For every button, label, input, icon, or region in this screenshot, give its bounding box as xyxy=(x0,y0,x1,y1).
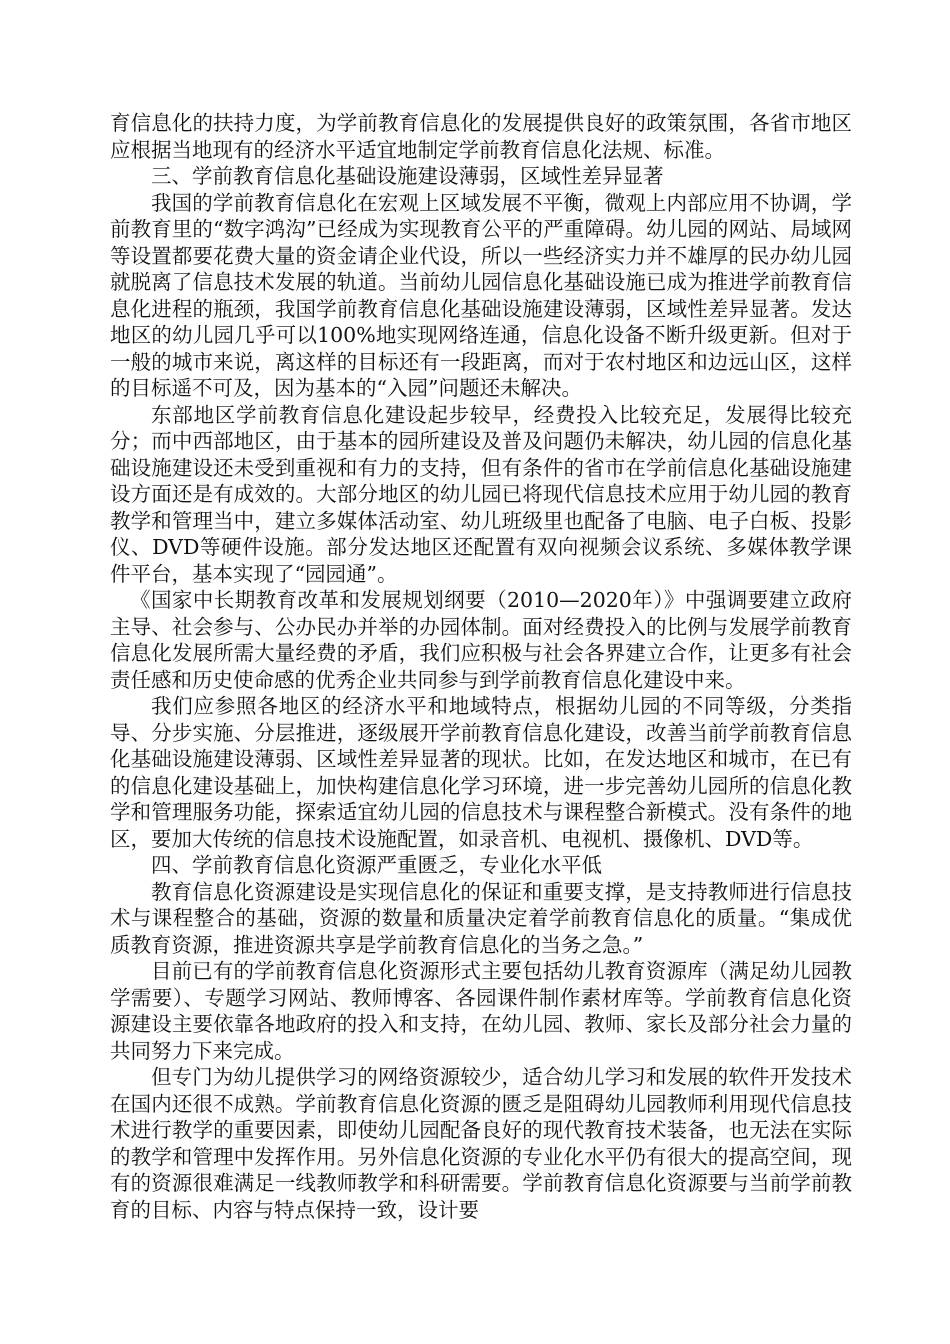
section-heading-4: 四、学前教育信息化资源严重匮乏，专业化水平低 xyxy=(151,853,602,877)
paragraph-continuation: 育信息化的扶持力度，为学前教育信息化的发展提供良好的政策氛围，各省市地区应根据当地现有的经济水平适宜地制定学前教育信息化法规、标准。 xyxy=(110,111,852,162)
paragraph-national-plan: 《国家中长期教育改革和发展规划纲要（2010—2020年）》中强调要建立政府主导、社会参与、公办民办并举的办园体制。面对经费投入的比例与发展学前教育信息化发展所需大量经费的矛盾，我们应积极与社会各界建立合作，让更多有社会责任感和历史使命感的优秀企业共同参与到学前教育信息化建设中来。 xyxy=(110,588,852,692)
paragraph-regional-guidance: 我们应参照各地区的经济水平和地域特点，根据幼儿园的不同等级，分类指导、分步实施、分层推进，逐级展开学前教育信息化建设，改善当前学前教育信息化基础设施建设薄弱、区域性差异显著的现状。比如，在发达地区和城市，在已有的信息化建设基础上，加快构建信息化学习环境，进一步完善幼儿园所的信息化教学和管理服务功能，探索适宜幼儿园的信息技术与课程整合新模式。没有条件的地区，要加大传统的信息技术设施配置，如录音机、电视机、摄像机、DVD等。 xyxy=(110,694,852,851)
section-heading-3: 三、学前教育信息化基础设施建设薄弱，区域性差异显著 xyxy=(151,164,664,188)
paragraph-east-west: 东部地区学前教育信息化建设起步较早，经费投入比较充足，发展得比较充分；而中西部地区，由于基本的园所建设及普及问题仍未解决，幼儿园的信息化基础设施建设还未受到重视和有力的支持，但有条件的省市在学前信息化基础设施建设方面还是有成效的。大部分地区的幼儿园已将现代信息技术应用于幼儿园的教育教学和管理当中，建立多媒体活动室、幼儿班级里也配备了电脑、电子白板、投影仪、DVD等硬件设施。部分发达地区还配置有双向视频会议系统、多媒体教学课件平台，基本实现了“园园通”。 xyxy=(110,402,852,586)
paragraph-resource-forms: 目前已有的学前教育信息化资源形式主要包括幼儿教育资源库（满足幼儿园教学需要）、专题学习网站、教师博客、各园课件制作素材库等。学前教育信息化资源建设主要依靠各地政府的投入和支持，在幼儿园、教师、家长及部分社会力量的共同努力下来完成。 xyxy=(110,959,852,1063)
paragraph-resource-construction: 教育信息化资源建设是实现信息化的保证和重要支撑，是支持教师进行信息技术与课程整合的基础，资源的数量和质量决定着学前教育信息化的质量。“集成优质教育资源，推进资源共享是学前教育信息化的当务之急。” xyxy=(110,879,852,957)
paragraph-digital-divide: 我国的学前教育信息化在宏观上区域发展不平衡，微观上内部应用不协调，学前教育里的“数字鸿沟”已经成为实现教育公平的严重障碍。幼儿园的网站、局域网等设置都要花费大量的资金请企业代设，所以一些经济实力并不雄厚的民办幼儿园就脱离了信息技术发展的轨道。当前幼儿园信息化基础设施已成为推进学前教育信息化进程的瓶颈，我国学前教育信息化基础设施建设薄弱，区域性差异显著。发达地区的幼儿园几乎可以100%地实现网络连通，信息化设备不断升级更新。但对于一般的城市来说，离这样的目标还有一段距离，而对于农村地区和边远山区，这样的目标遥不可及，因为基本的“入园”问题还未解决。 xyxy=(110,190,852,400)
paragraph-resource-shortage: 但专门为幼儿提供学习的网络资源较少，适合幼儿学习和发展的软件开发技术在国内还很不成熟。学前教育信息化资源的匮乏是阻碍幼儿园教师利用现代信息技术进行教学的重要因素，即使幼儿园配备良好的现代教育技术装备，也无法在实际的教学和管理中发挥作用。另外信息化资源的专业化水平仍有很大的提高空间，现有的资源很难满足一线教师教学和科研需要。学前教育信息化资源要与当前学前教育的目标、内容与特点保持一致，设计要 xyxy=(110,1065,852,1222)
document-page xyxy=(110,110,852,1223)
